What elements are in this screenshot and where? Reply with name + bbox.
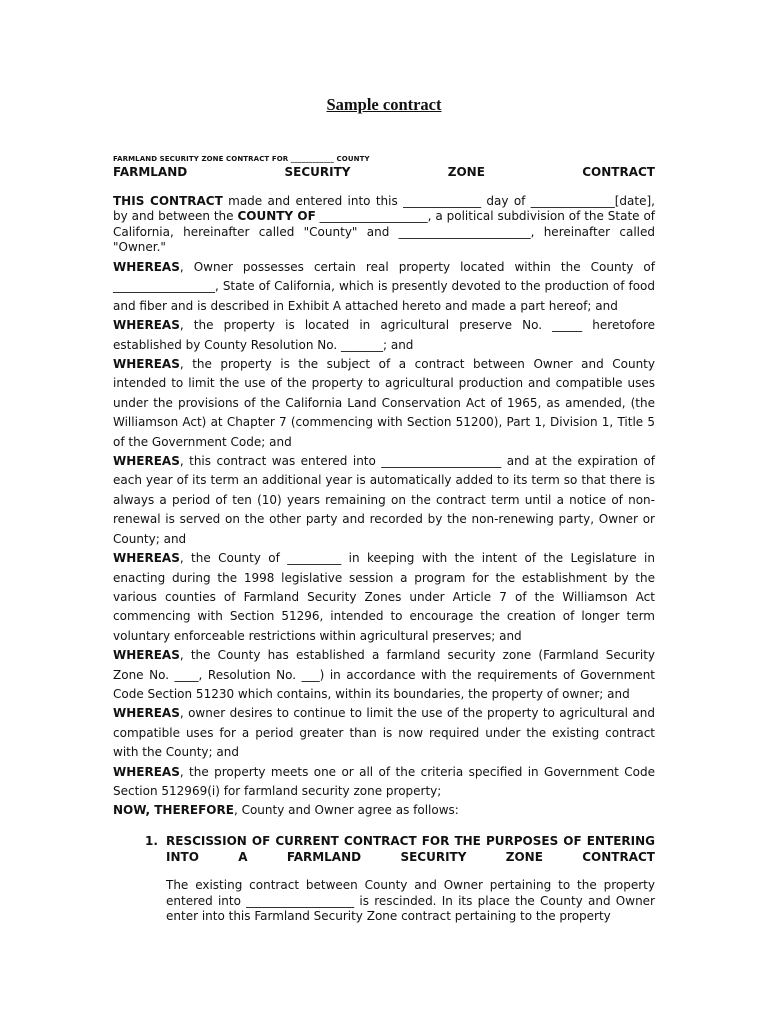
recitals-section (113, 258, 655, 821)
intro-text: made and entered into this _____________ day of ______________[date], by and between the (113, 194, 655, 224)
main-header-word-security: SECURITY (284, 165, 351, 179)
whereas-paragraph (113, 258, 655, 316)
whereas-label: WHEREAS (113, 764, 180, 779)
whereas-text: , owner desires to continue to limit the use of the property to agricultural and compatible uses for a period greater than is now required under the existing contract with the County; and (113, 706, 655, 760)
whereas-text: , this contract was entered into ____________________ and at the expiration of each year of its term an additional year is automatically added to its term so that there is always a period of ten (10) years remaining on the contract term until a notice of non-renewal is served on the other party and recorded by the non-renewing party, Owner or County; and (113, 454, 655, 546)
now-therefore-label: NOW, THEREFORE (113, 803, 234, 818)
section-1-heading (145, 834, 655, 865)
whereas-paragraph (113, 452, 655, 549)
main-contract-header (113, 165, 655, 179)
whereas-label: WHEREAS (113, 648, 180, 663)
document-title: Sample contract (326, 95, 442, 114)
county-of-bold: COUNTY OF (237, 209, 316, 224)
whereas-label: WHEREAS (113, 551, 180, 566)
whereas-label: WHEREAS (113, 318, 180, 333)
whereas-text: , the property is the subject of a contract between Owner and County intended to limit the use of the property to agricultural production and compatible uses under the provisions of the California Land Conservation Act of 1965, as amended, (the Williamson Act) at Chapter 7 (commencing with Section 51200), Part 1, Division 1, Title 5 of the Government Code; and (113, 357, 655, 449)
whereas-paragraph (113, 763, 655, 802)
main-header-word-contract: CONTRACT (582, 165, 655, 179)
intro-paragraph (113, 194, 655, 255)
whereas-paragraph (113, 646, 655, 704)
section-heading-line-2: INTO A FARMLAND SECURITY ZONE CONTRACT (166, 849, 655, 864)
now-therefore-text: , County and Owner agree as follows: (233, 803, 459, 818)
whereas-text: , the property is located in agricultural preserve No. _____ heretofore established by County Resolution No. _______; and (113, 318, 655, 352)
whereas-label: WHEREAS (113, 454, 180, 469)
small-contract-header: FARMLAND SECURITY ZONE CONTRACT FOR ____________ COUNTY (113, 155, 370, 163)
whereas-paragraph (113, 704, 655, 762)
intro-county-text: __________________, a political subdivision of the State of California, hereinafter called "County" and ______________________, hereinafter called "Owner." (113, 209, 656, 254)
section-number: 1. (145, 834, 158, 848)
whereas-label: WHEREAS (113, 260, 180, 274)
whereas-paragraph (113, 549, 655, 646)
whereas-text: , the County has established a farmland security zone (Farmland Security Zone No. ____, Resolution No. ___) in accordance with the requirements of Government Code Section 51230 which contains, within its boundaries, the property of owner; and (113, 648, 655, 701)
now-therefore-paragraph (113, 801, 655, 820)
main-header-word-zone: ZONE (447, 165, 485, 179)
whereas-label: WHEREAS (113, 706, 180, 721)
intro-bold-phrase: THIS CONTRACT (113, 194, 223, 208)
whereas-text: , the County of _________ in keeping with the intent of the Legislature in enacting during the 1998 legislative session a program for the establishment by the various counties of Farmland Security Zones under Article 7 of the Williamson Act commencing with Section 51296, intended to encourage the creation of longer term voluntary enforceable restrictions within agricultural preserves; and (113, 551, 655, 643)
section-heading-line-1: RESCISSION OF CURRENT CONTRACT FOR THE PURPOSES OF ENTERING (166, 834, 655, 848)
whereas-paragraph (113, 355, 655, 452)
section-1-paragraph: The existing contract between County and Owner pertaining to the property entered into __________________ is rescinded. In its place the County and Owner enter into this Farmland Security Zone contract pertaining to the property (166, 878, 655, 924)
whereas-text: , the property meets one or all of the criteria specified in Government Code Section 512969(i) for farmland security zone property; (113, 764, 655, 798)
main-header-word-farmland: FARMLAND (113, 165, 188, 179)
whereas-label: WHEREAS (113, 357, 180, 372)
whereas-paragraph (113, 316, 655, 355)
section-1-body (166, 878, 655, 925)
whereas-text: , Owner possesses certain real property located within the County of _________________, State of California, which is presently devoted to the production of food and fiber and is described in Exhibit A attached hereto and made a part hereof; and (113, 260, 655, 313)
